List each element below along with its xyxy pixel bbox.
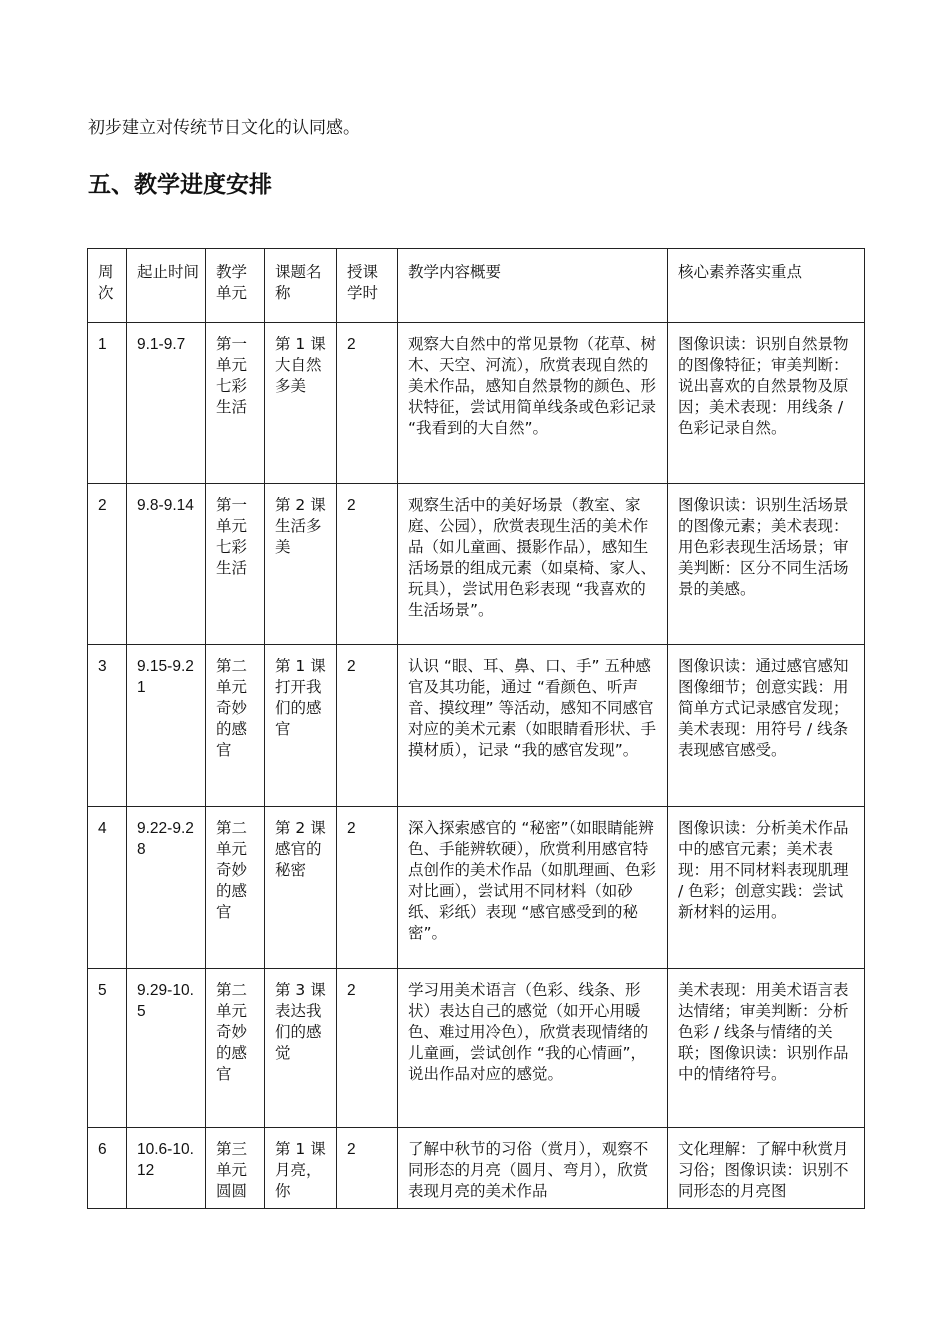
header-hours: 授课学时 xyxy=(337,249,398,323)
header-week: 周次 xyxy=(88,249,127,323)
cell-lesson: 第 3 课 表达我们的感觉 xyxy=(265,969,337,1128)
intro-paragraph: 初步建立对传统节日文化的认同感。 xyxy=(88,118,360,138)
cell-lesson: 第 2 课 生活多美 xyxy=(265,484,337,645)
cell-lesson: 第 1 课 月亮，你 xyxy=(265,1128,337,1209)
cell-unit: 第一单元七彩生活 xyxy=(206,323,265,484)
cell-content: 认识 “眼、耳、鼻、口、手” 五种感官及其功能，通过 “看颜色、听声音、摸纹理” 等活动，感知不同感官对应的美术元素（如眼睛看形状、手摸材质），记录 “我的感官发现”。 xyxy=(398,645,668,807)
cell-content: 观察大自然中的常见景物（花草、树木、天空、河流），欣赏表现自然的美术作品，感知自然景物的颜色、形状特征，尝试用简单线条或色彩记录 “我看到的大自然”。 xyxy=(398,323,668,484)
table-row xyxy=(88,645,865,807)
cell-hours: 2 xyxy=(337,645,398,807)
cell-content: 学习用美术语言（色彩、线条、形状）表达自己的感觉（如开心用暖色、难过用冷色），欣赏表现情绪的儿童画，尝试创作 “我的心情画”，说出作品对应的感觉。 xyxy=(398,969,668,1128)
cell-week: 1 xyxy=(88,323,127,484)
table-row xyxy=(88,807,865,969)
cell-literacy: 文化理解：了解中秋赏月习俗；图像识读：识别不同形态的月亮图 xyxy=(668,1128,865,1209)
cell-literacy: 美术表现：用美术语言表达情绪；审美判断：分析色彩 / 线条与情绪的关联；图像识读：识别作品中的情绪符号。 xyxy=(668,969,865,1128)
cell-lesson: 第 1 课 打开我们的感官 xyxy=(265,645,337,807)
cell-dates: 9.29-10.5 xyxy=(127,969,206,1128)
header-lesson: 课题名称 xyxy=(265,249,337,323)
schedule-table xyxy=(87,248,865,1209)
cell-lesson: 第 2 课 感官的秘密 xyxy=(265,807,337,969)
cell-unit: 第二单元奇妙的感官 xyxy=(206,969,265,1128)
cell-hours: 2 xyxy=(337,807,398,969)
cell-unit: 第三单元圆圆 xyxy=(206,1128,265,1209)
table-row xyxy=(88,484,865,645)
cell-content: 观察生活中的美好场景（教室、家庭、公园），欣赏表现生活的美术作品（如儿童画、摄影作品），感知生活场景的组成元素（如桌椅、家人、玩具），尝试用色彩表现 “我喜欢的生活场景”。 xyxy=(398,484,668,645)
table-header-row xyxy=(88,249,865,323)
cell-literacy: 图像识读：分析美术作品中的感官元素；美术表现：用不同材料表现肌理 / 色彩；创意实践：尝试新材料的运用。 xyxy=(668,807,865,969)
header-literacy: 核心素养落实重点 xyxy=(668,249,865,323)
cell-hours: 2 xyxy=(337,969,398,1128)
table-row xyxy=(88,969,865,1128)
section-title: 五、教学进度安排 xyxy=(88,172,272,198)
header-content: 教学内容概要 xyxy=(398,249,668,323)
cell-lesson: 第 1 课 大自然多美 xyxy=(265,323,337,484)
cell-content: 了解中秋节的习俗（赏月），观察不同形态的月亮（圆月、弯月），欣赏表现月亮的美术作品 xyxy=(398,1128,668,1209)
cell-dates: 9.15-9.21 xyxy=(127,645,206,807)
cell-literacy: 图像识读：识别生活场景的图像元素；美术表现：用色彩表现生活场景；审美判断：区分不同生活场景的美感。 xyxy=(668,484,865,645)
table-row xyxy=(88,323,865,484)
header-dates: 起止时间 xyxy=(127,249,206,323)
cell-dates: 9.22-9.28 xyxy=(127,807,206,969)
cell-literacy: 图像识读：识别自然景物的图像特征；审美判断：说出喜欢的自然景物及原因；美术表现：用线条 / 色彩记录自然。 xyxy=(668,323,865,484)
cell-content: 深入探索感官的 “秘密”（如眼睛能辨色、手能辨软硬），欣赏利用感官特点创作的美术作品（如肌理画、色彩对比画），尝试用不同材料（如砂纸、彩纸）表现 “感官感受到的秘密”。 xyxy=(398,807,668,969)
cell-week: 6 xyxy=(88,1128,127,1209)
cell-hours: 2 xyxy=(337,1128,398,1209)
cell-literacy: 图像识读：通过感官感知图像细节；创意实践：用简单方式记录感官发现；美术表现：用符号 / 线条表现感官感受。 xyxy=(668,645,865,807)
cell-week: 4 xyxy=(88,807,127,969)
cell-dates: 9.8-9.14 xyxy=(127,484,206,645)
cell-dates: 9.1-9.7 xyxy=(127,323,206,484)
cell-hours: 2 xyxy=(337,484,398,645)
cell-unit: 第二单元奇妙的感官 xyxy=(206,807,265,969)
cell-unit: 第一单元七彩生活 xyxy=(206,484,265,645)
cell-dates: 10.6-10.12 xyxy=(127,1128,206,1209)
cell-week: 5 xyxy=(88,969,127,1128)
cell-week: 3 xyxy=(88,645,127,807)
cell-hours: 2 xyxy=(337,323,398,484)
cell-week: 2 xyxy=(88,484,127,645)
header-unit: 教学单元 xyxy=(206,249,265,323)
table-row xyxy=(88,1128,865,1209)
cell-unit: 第二单元奇妙的感官 xyxy=(206,645,265,807)
